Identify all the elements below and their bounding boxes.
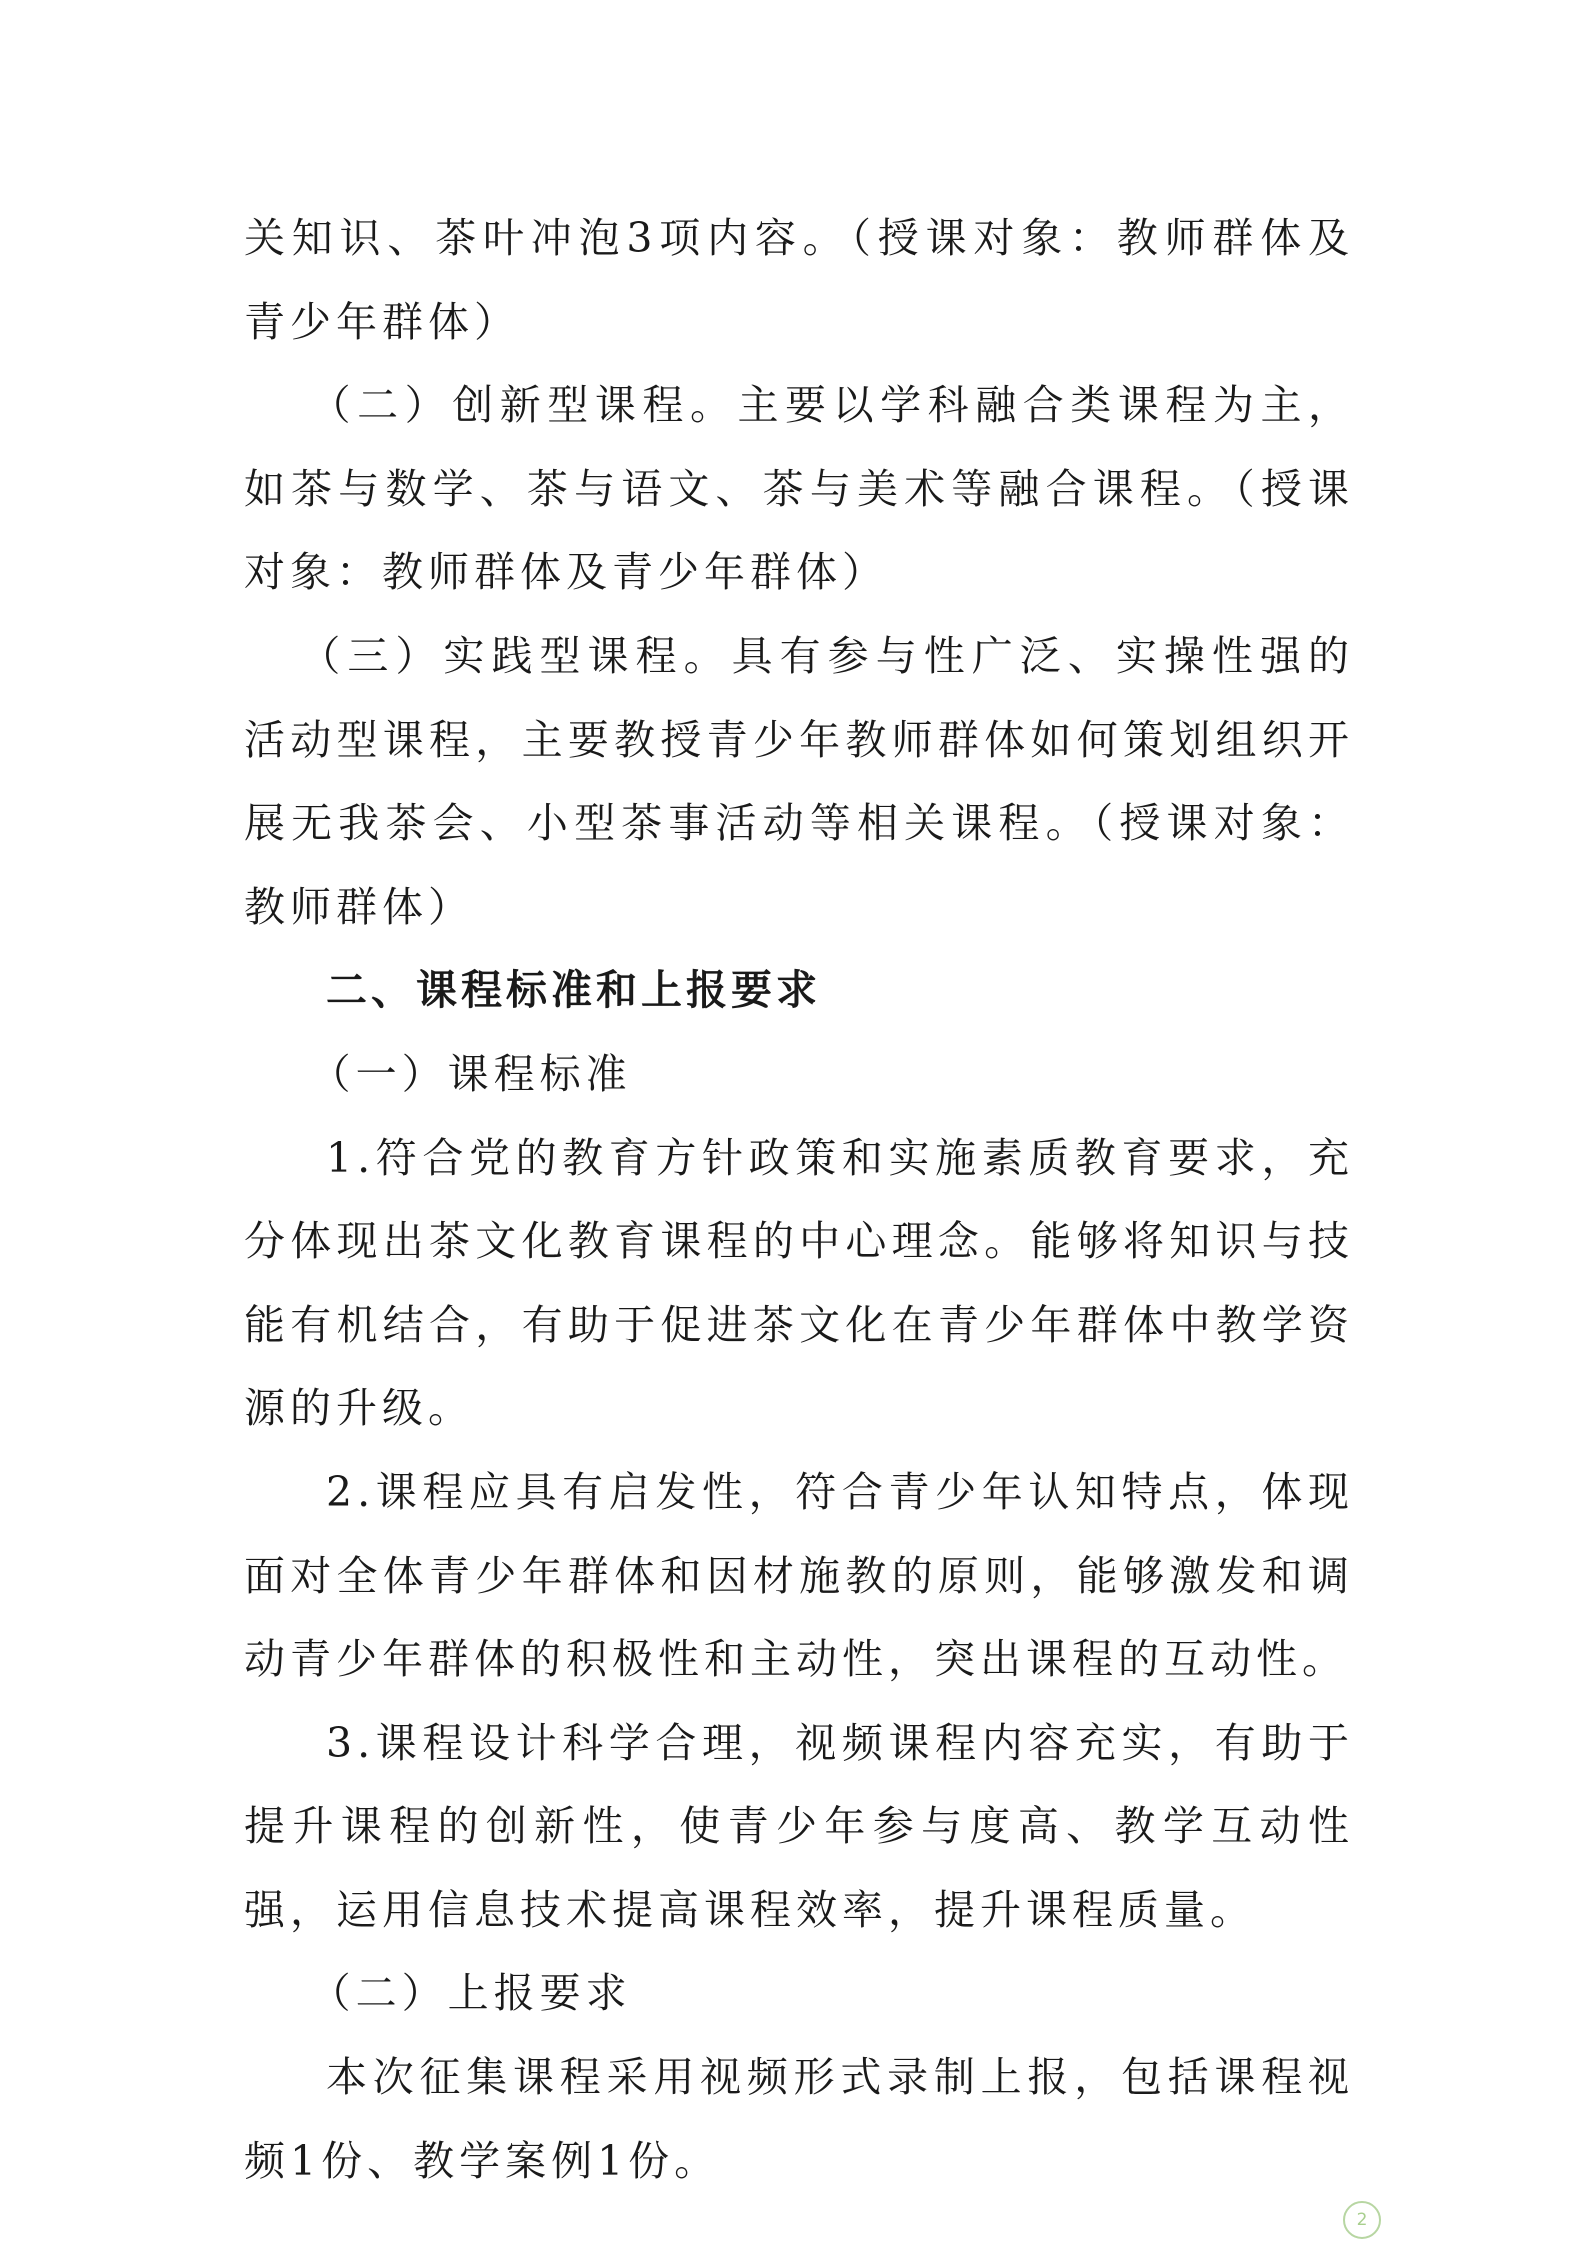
paragraph-continuation: 关知识、茶叶冲泡3项内容。（授课对象：教师群体及青少年群体） [244, 214, 1354, 346]
standard-item-1: 1.符合党的教育方针政策和实施素质教育要求，充分体现出茶文化教育课程的中心理念。能够将知识与技能有机结合，有助于促进茶文化在青少年群体中教学资源的升级。 [244, 1133, 1354, 1433]
document-body [244, 197, 1354, 2203]
page-number-badge: 2 [1343, 2201, 1381, 2239]
paragraph-innovative-course: （二）创新型课程。主要以学科融合类课程为主，如茶与数学、茶与语文、茶与美术等融合课程。（授课对象：教师群体及青少年群体） [244, 381, 1354, 597]
submission-paragraph: 本次征集课程采用视频形式录制上报，包括课程视频1份、教学案例1份。 [244, 2053, 1354, 2185]
section-heading: 二、课程标准和上报要求 [326, 966, 821, 1015]
standard-item-3: 3.课程设计科学合理，视频课程内容充实，有助于提升课程的创新性，使青少年参与度高、教学互动性强，运用信息技术提高课程效率，提升课程质量。 [244, 1718, 1354, 1934]
subheading-submission-requirements: （二）上报要求 [309, 1969, 632, 2018]
standard-item-2: 2.课程应具有启发性，符合青少年认知特点，体现面对全体青少年群体和因材施教的原则，能够激发和调动青少年群体的积极性和主动性，突出课程的互动性。 [244, 1467, 1354, 1684]
paragraph-practical-course: （三）实践型课程。具有参与性广泛、实操性强的活动型课程，主要教授青少年教师群体如何策划组织开展无我茶会、小型茶事活动等相关课程。（授课对象：教师群体） [244, 631, 1354, 931]
subheading-course-standard: （一）课程标准 [309, 1049, 632, 1098]
